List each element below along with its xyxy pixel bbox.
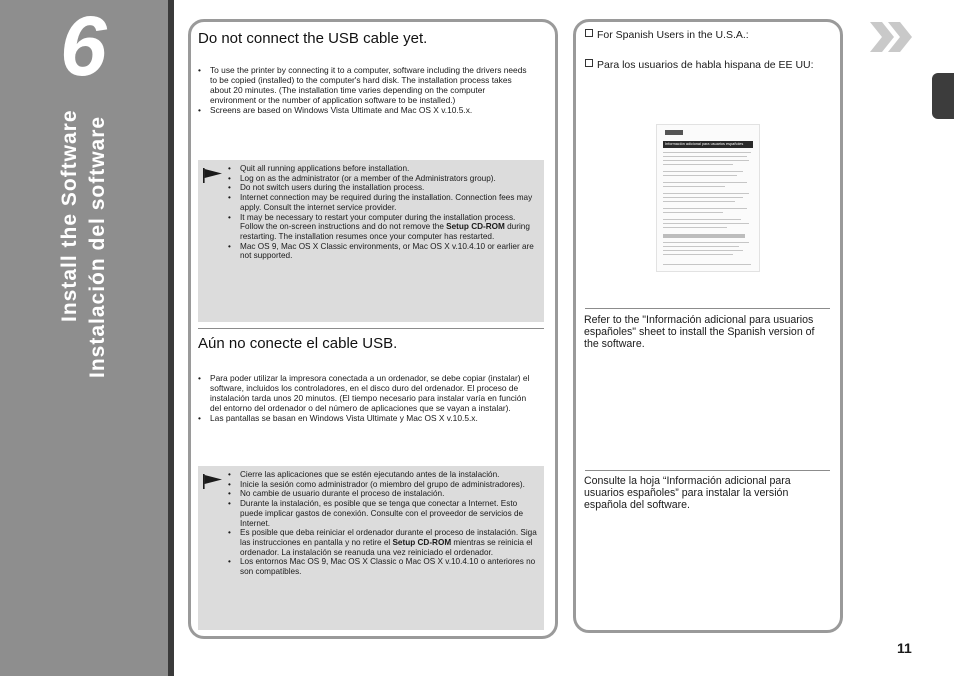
setup-cd-rom-label: Setup CD-ROM [446,222,505,232]
list-item [228,528,540,557]
refer-text-en: Refer to the "Información adicional para usuarios españoles" sheet to install the Spanish version of the software. [584,314,815,350]
label-text: Para los usuarios de habla hispana de EE UU: [597,59,814,71]
english-intro-list [198,66,528,116]
list-item: • To use the printer by connecting it to a computer, software including the drivers needs to be copied (installed) to the computer's hard disk. The installation process takes about 20 minutes. (The installation time varies depending on the computer environment or the number of application software to be installed.) [198,66,528,106]
page-number: 11 [897,640,912,656]
info-sheet-thumbnail [656,124,760,272]
note-text: It may be necessary to restart your computer during the installation process. Follow the on-screen instructions and do not remove the [240,212,516,232]
sidebar-edge [168,0,174,676]
divider [198,328,544,329]
list-item: • Quit all running applications before installation. [228,164,536,174]
list-item: • Los entornos Mac OS 9, Mac OS X Classic o Mac OS X v.10.4.10 o anteriores no son compatibles. [228,557,540,576]
divider [585,308,830,309]
divider [585,470,830,471]
list-item: • Inicie la sesión como administrador (o miembro del grupo de administradores). [228,480,540,490]
thumbnail-title: Información adicional para usuarios españoles [663,141,753,148]
refer-text-es: Consulte la hoja “Información adicional para usuarios españoles” para instalar la versión española del software. [584,475,791,511]
list-item: • Durante la instalación, es posible que se tenga que conectar a Internet. Esto puede implicar gastos de conexión. Consulte con el proveedor de servicios de Internet. [228,499,540,528]
note-text: mientras se reinicia el ordenador. La instalación se reanuda una vez reiniciado el ordenador. [240,537,533,557]
list-item: • Cierre las aplicaciones que se estén ejecutando antes de la instalación. [228,470,540,480]
list-item: • Mac OS 9, Mac OS X Classic environments, or Mac OS X v.10.4.10 or earlier are not supported. [228,242,536,261]
double-chevron-right-icon [868,20,918,54]
list-item: • Screens are based on Windows Vista Ultimate and Mac OS X v.10.5.x. [198,106,528,116]
spanish-users-label-en [585,29,825,41]
note-text: during restarting. The installation resumes once your computer has restarted. [240,222,530,241]
spanish-heading: Aún no conecte el cable USB. [198,335,398,352]
note-text: Es posible que deba reiniciar el ordenador durante el proceso de instalación. Siga las instrucciones en pantalla y no retire el [240,528,537,547]
list-item: • Internet connection may be required during the installation. Connection fees may apply. Consult the internet service provider. [228,193,536,212]
sidebar-band [0,0,168,676]
list-item: • Log on as the administrator (or a member of the Administrators group). [228,174,536,184]
flag-icon [202,166,224,184]
list-item: • No cambie de usuario durante el proceso de instalación. [228,489,540,499]
list-item [228,213,536,242]
checkbox-square-icon [585,29,593,37]
setup-cd-rom-label: Setup CD-ROM [392,537,452,547]
spanish-notes-list [228,470,540,577]
step-number: 6 [60,0,107,93]
section-title-es: Instalación del software [86,115,109,378]
list-item: • Las pantallas se basan en Windows Vista Ultimate y Mac OS X v.10.5.x. [198,414,532,424]
english-notes-list [228,164,536,261]
english-heading: Do not connect the USB cable yet. [198,30,428,47]
label-text: For Spanish Users in the U.S.A.: [597,29,749,41]
spanish-users-label-es [585,59,815,71]
section-tab [932,73,954,119]
section-title-en: Install the Software [58,109,81,322]
list-item: • Do not switch users during the installation process. [228,183,536,193]
spanish-intro-list [198,374,532,424]
flag-icon [202,472,224,490]
list-item: • Para poder utilizar la impresora conectada a un ordenador, se debe copiar (instalar) el software, incluidos los controladores, en el disco duro del ordenador. El proceso de instalación tarda unos 20 minutos. (El tiempo necesario para instalar varía en función del entorno del ordenador o del número de aplicaciones que se vayan a instalar). [198,374,532,414]
checkbox-square-icon [585,59,593,67]
